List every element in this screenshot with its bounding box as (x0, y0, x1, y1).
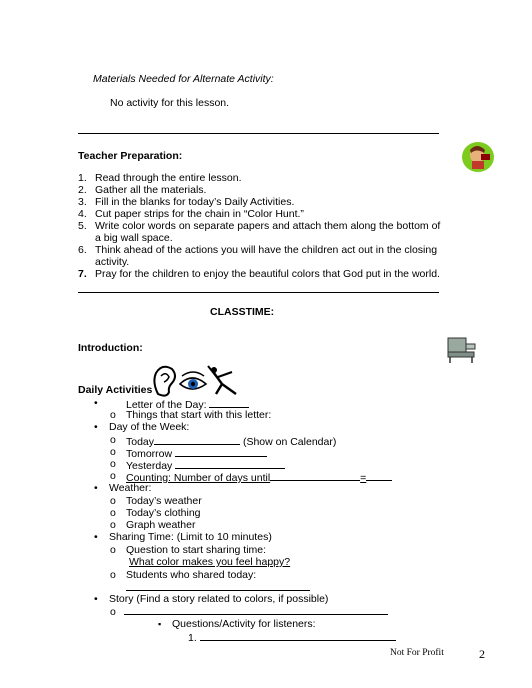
prep-item-2: 2. Gather all the materials. (78, 184, 207, 196)
bullet: • (94, 482, 98, 494)
sharing-question-text: What color makes you feel happy? (129, 556, 291, 568)
sub-bullet: o (110, 606, 116, 618)
introduction-heading: Introduction: (78, 342, 143, 354)
divider (78, 133, 439, 134)
prep-item-5-cont: a big wall space. (95, 232, 173, 244)
counting-result-blank (366, 470, 392, 481)
sub-bullet: o (110, 495, 116, 507)
prep-item-1: 1. Read through the entire lesson. (78, 172, 242, 184)
sharing-label: Sharing Time: (Limit to 10 minutes) (109, 531, 272, 543)
teacher-prep-heading: Teacher Preparation: (78, 150, 183, 162)
today-line: Today (Show on Calendar) (126, 436, 337, 448)
bullet: • (94, 531, 98, 543)
weather-item: Today’s weather (126, 495, 202, 507)
weather-item: Graph weather (126, 519, 196, 531)
prep-item-4: 4. Cut paper strips for the chain in “Color Hunt.” (78, 208, 304, 220)
story-label: Story (Find a story related to colors, if possible) (109, 593, 329, 605)
day-of-week-label: Day of the Week: (109, 421, 190, 433)
daily-activities-heading: Daily Activities (78, 384, 153, 396)
counting-line: Counting: Number of days until = (126, 470, 392, 484)
square-bullet: ▪ (158, 619, 162, 629)
bullet: • (94, 421, 98, 433)
prep-item-7: 7. Pray for the children to enjoy the beautiful colors that God put in the world. (78, 268, 440, 280)
today-blank (154, 434, 240, 445)
classtime-heading: CLASSTIME: (210, 306, 275, 318)
sub-bullet: o (110, 409, 116, 421)
stretching-person-icon (208, 366, 236, 394)
letter-blank (209, 397, 249, 408)
senses-icons (152, 364, 242, 398)
prep-item-6: 6. Think ahead of the actions you will have the children act out in the closing (78, 244, 438, 256)
sharing-question-label: Question to start sharing time: (126, 544, 267, 556)
counting-blank (270, 470, 360, 481)
footer-text: Not For Profit (390, 648, 444, 658)
tomorrow-blank (175, 446, 267, 457)
ear-icon (154, 367, 175, 396)
question-1: 1. (188, 630, 396, 644)
materials-text: No activity for this lesson. (110, 97, 230, 109)
divider (78, 292, 439, 293)
sub-bullet: o (110, 507, 116, 519)
weather-item: Today’s clothing (126, 507, 201, 519)
letter-sub-label: Things that start with this letter: (126, 409, 272, 421)
sub-bullet: o (110, 544, 116, 556)
letter-of-day-label: Letter of the Day: (126, 397, 249, 411)
sub-bullet: o (110, 446, 116, 458)
question-1-blank (200, 630, 396, 641)
yesterday-blank (175, 458, 285, 469)
page-number: 2 (479, 647, 485, 661)
yesterday-line: Yesterday (126, 458, 285, 472)
bullet: • (94, 593, 98, 605)
students-blank (126, 590, 310, 591)
sub-bullet: o (110, 434, 116, 446)
questions-label: Questions/Activity for listeners: (172, 618, 316, 630)
prep-item-3: 3. Fill in the blanks for today’s Daily Activities. (78, 196, 295, 208)
eye-icon (180, 372, 206, 389)
sharing-students-label: Students who shared today: (126, 569, 257, 581)
story-title-blank (124, 614, 388, 615)
tomorrow-line: Tomorrow (126, 446, 267, 460)
sub-bullet: o (110, 519, 116, 531)
materials-heading: Materials Needed for Alternate Activity: (93, 73, 274, 85)
sub-bullet: o (110, 569, 116, 581)
bullet: • (94, 397, 98, 409)
teacher-icon (460, 140, 496, 174)
prep-item-5: 5. Write color words on separate papers and attach them along the bottom of (78, 220, 441, 232)
weather-label: Weather: (109, 482, 152, 494)
chair-icon (444, 334, 478, 364)
sub-bullet: o (110, 470, 116, 482)
prep-item-6-cont: activity. (95, 256, 130, 268)
sub-bullet: o (110, 458, 116, 470)
